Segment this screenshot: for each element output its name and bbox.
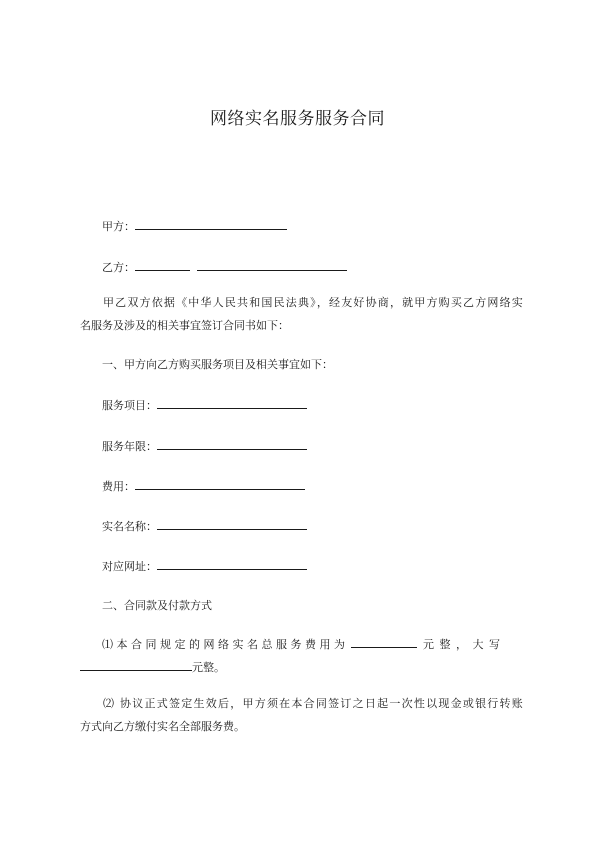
intro-line-2: 名服务及涉及的相关事宜签订合同书如下：: [80, 319, 289, 332]
real-name-label: 实名名称：: [102, 520, 157, 533]
party-b-line: [102, 259, 347, 275]
clause-1-uppercase-blank: [80, 659, 192, 671]
document-title: 网络实名服务服务合同: [210, 109, 385, 129]
website-blank: [157, 558, 307, 570]
intro-line-1: 甲乙双方依据《中华人民共和国民法典》，经友好协商，就甲方购买乙方网络实: [102, 296, 523, 309]
website-line: [102, 558, 307, 574]
clause-1: [80, 633, 523, 679]
section2-heading: 二、合同款及付款方式: [102, 599, 212, 612]
service-term-line: [102, 438, 307, 454]
clause-1-text-a: ⑴ 本 合 同 规 定 的 网 络 实 名 总 服 务 费 用 为: [102, 638, 345, 651]
party-a-line: [102, 218, 287, 234]
clause-1-amount-blank: [351, 636, 417, 648]
real-name-blank: [157, 518, 307, 530]
real-name-line: [102, 518, 307, 534]
fee-blank: [135, 478, 305, 490]
service-item-blank: [157, 397, 307, 409]
clause-1-suffix: 元整。: [192, 661, 225, 674]
clause-2-line-2: 方式向乙方缴付实名全部服务费。: [80, 720, 245, 733]
clause-1-text-b: 元 整 ， 大 写: [422, 638, 501, 651]
website-label: 对应网址：: [102, 560, 157, 573]
service-item-label: 服务项目：: [102, 399, 157, 412]
party-b-blank-short: [135, 259, 190, 271]
party-a-blank: [135, 218, 287, 230]
clause-2-line-1: ⑵ 协议正式签定生效后，甲方须在本合同签订之日起一次性以现金或银行转账: [102, 697, 523, 710]
party-a-label: 甲方：: [102, 220, 135, 233]
intro-paragraph: [80, 291, 523, 337]
clause-2: [80, 692, 523, 738]
service-item-line: [102, 397, 307, 413]
section1-heading: 一、甲方向乙方购买服务项目及相关事宜如下：: [102, 358, 333, 371]
party-b-blank-long: [197, 259, 347, 271]
fee-line: [102, 478, 305, 494]
fee-label: 费用：: [102, 480, 135, 493]
service-term-blank: [157, 438, 307, 450]
service-term-label: 服务年限：: [102, 440, 157, 453]
party-b-label: 乙方：: [102, 261, 135, 274]
